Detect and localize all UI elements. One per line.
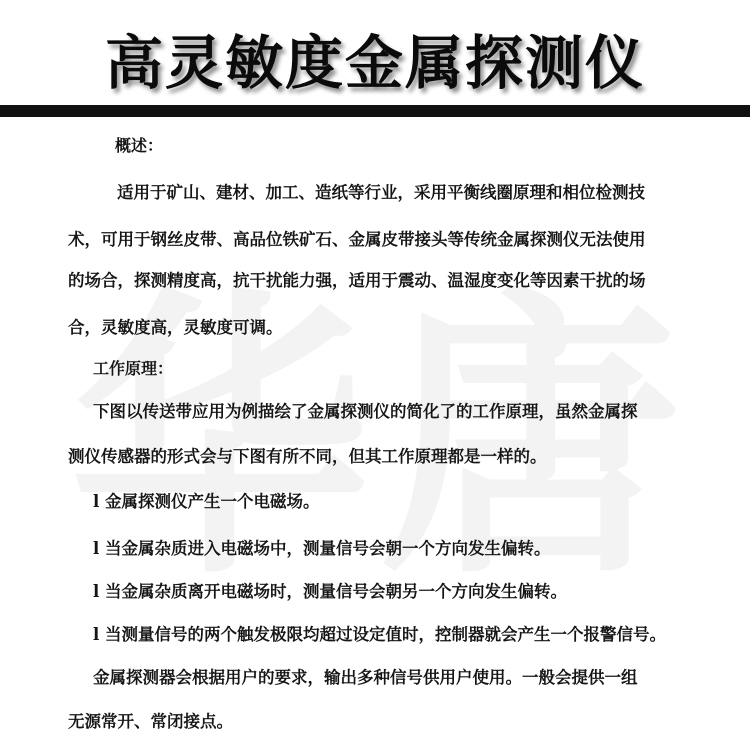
overview-line-4: 合，灵敏度高，灵敏度可调。 <box>68 318 283 337</box>
overview-line-3: 的场合，探测精度高，抗干扰能力强，适用于震动、温湿度变化等因素干扰的场 <box>68 271 646 290</box>
output-line-1: 金属探测器会根据用户的要求，输出多种信号供用户使用。一般会提供一组 <box>93 668 638 687</box>
page-title: 高灵敏度金属探测仪 <box>104 29 645 97</box>
principle-line-2: 测仪传感器的形式会与下图有所不同，但其工作原理都是一样的。 <box>68 447 547 466</box>
principle-line-1: 下图以传送带应用为例描绘了金属探测仪的简化了的工作原理，虽然金属探 <box>93 402 638 421</box>
title-divider <box>0 105 750 117</box>
overview-heading: 概述： <box>115 136 164 155</box>
principle-step-3: l 当金属杂质离开电磁场时，测量信号会朝另一个方向发生偏转。 <box>93 582 568 601</box>
principle-step-4: l 当测量信号的两个触发极限均超过设定值时，控制器就会产生一个报警信号。 <box>93 625 667 644</box>
output-line-2: 无源常开、常闭接点。 <box>68 712 233 731</box>
overview-line-1: 适用于矿山、建材、加工、造纸等行业，采用平衡线圈原理和相位检测技 <box>117 183 645 202</box>
overview-line-2: 术，可用于钢丝皮带、高品位铁矿石、金属皮带接头等传统金属探测仪无法使用 <box>68 230 646 249</box>
principle-step-2: l 当金属杂质进入电磁场中，测量信号会朝一个方向发生偏转。 <box>93 539 551 558</box>
principle-heading: 工作原理： <box>93 359 174 378</box>
watermark <box>60 250 700 630</box>
principle-step-1: l 金属探测仪产生一个电磁场。 <box>93 492 320 511</box>
